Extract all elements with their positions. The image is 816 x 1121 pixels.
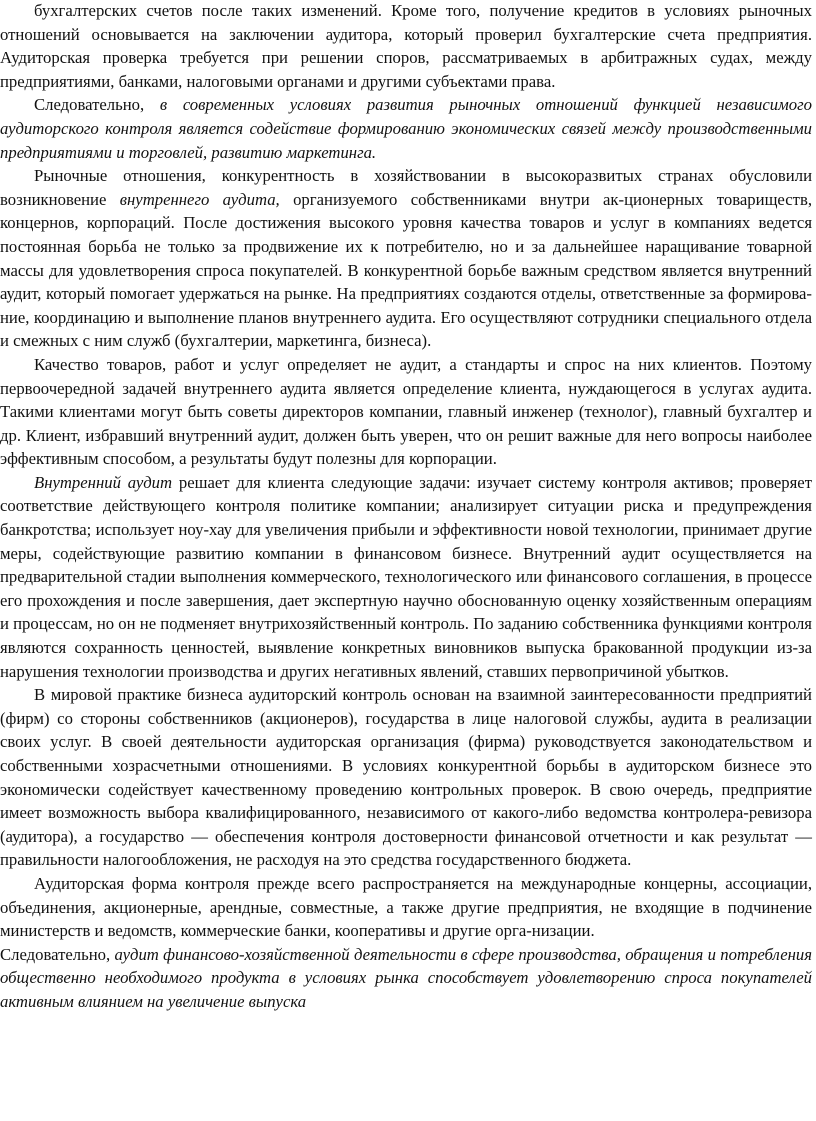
paragraph-7-text: Аудиторская форма контроля прежде всего распространяется на международные концерны, ассоциации, объединения, акционерные, арендные, совместные, а также другие предприятия, не входящие в подчинение министерств и ведомств, коммерческие банки, кооперативы и другие орга-низации. [0,873,812,941]
paragraph-8-lead: Следовательно, [0,944,115,964]
paragraph-2-italic: в современных условиях развития рыночных отношений функцией независимого аудиторского контроля является содействие формированию экономических связей между производственными предприятиями и торговлей, развитию маркетинга. [0,95,812,162]
paragraph-3-term: внутреннего аудита, [119,189,280,209]
paragraph-7 [0,872,812,943]
paragraph-1 [0,0,812,93]
paragraph-3 [0,164,812,353]
paragraph-5-term: Внутренний аудит [34,472,173,492]
paragraph-8-italic: аудит финансово-хозяйственной деятельности в сфере производства, обращения и потребления общественно необходимого продукта в условиях рынка способствует удовлетворению спроса покупателей активным влиянием на увеличение выпуска [0,944,812,1011]
paragraph-4-text: Качество товаров, работ и услуг определяет не аудит, а стандарты и спрос на них клиентов. Поэтому первоочередной задачей внутреннего аудита является определение клиента, нуждающегося в услугах аудита. Такими клиентами могут быть советы директоров компании, главный инженер (технолог), главный бухгалтер и др. Клиент, избравший внутренний аудит, должен быть уверен, что он решит важные для него вопросы наиболее эффективным способом, а результаты будут полезны для корпорации. [0,354,812,469]
paragraph-1-text: бухгалтерских счетов после таких изменений. Кроме того, получение кредитов в условиях рыночных отношений основывается на заключении аудитора, который проверил бухгалтерские счета предприятия. Аудиторская проверка требуется при решении споров, рассматриваемых в арбитражных судах, между предприятиями, банками, налоговыми органами и другими субъектами права. [0,1,812,91]
paragraph-4 [0,353,812,471]
paragraph-8 [0,943,812,1014]
paragraph-5-rest: решает для клиента следующие задачи: изучает систему контроля активов; проверяет соответствие действующего контроля политике компании; анализирует ситуации риска и предупреждения банкротства; использует ноу-хау для увеличения прибыли и эффективности новой технологии, принимает другие меры, содействующие развитию компании в финансовом бизнесе. Внутренний аудит осуществляется на предварительной стадии выполнения коммерческого, технологического или финансового соглашения, в процессе его прохождения и после завершения, дает экспертную научно обоснованную оценку хозяйственным операциям и процессам, но он не подменяет внутрихозяйственный контроль. По заданию собственника функциями контроля являются сохранность ценностей, выявление конкретных виновников выпуска бракованной продукции из-за нарушения технологии производства и других негативных явлений, ставших первопричиной убытков. [0,472,812,681]
paragraph-6 [0,683,812,872]
paragraph-5 [0,471,812,683]
paragraph-6-text: В мировой практике бизнеса аудиторский контроль основан на взаимной заинтересованности предприятий (фирм) со стороны собственников (акционеров), государства в лице налоговой службы, аудита в реализации своих услуг. В своей деятельности аудиторская организация (фирма) руководствуется законодательством и собственными хозрасчетными отношениями. В условиях конкурентной борьбы в аудиторском бизнесе это экономически содействует качественному проведению контрольных проверок. В свою очередь, предприятие имеет возможность выбора квалифицированного, независимого от какого-либо ведомства контролера-ревизора (аудитора), а государство — обеспечения контроля достоверности финансовой отчетности и как результат — правильности налогообложения, не расходуя на это средства государственного бюджета. [0,685,812,870]
paragraph-3-rest: организуемого собственниками внутри ак-ционерных товариществ, концернов, корпораций. После достижения высокого уровня качества товаров и услуг в компаниях ведется постоянная борьба не только за продвижение их к потребителю, но и за дальнейшее наращивание товарной массы для удовлетворения спроса покупателей. В конкурентной борьбе важным средством является внутренний аудит, который помогает удержаться на рынке. На предприятиях создаются отделы, ответственные за формирова-ние, координацию и выполнение планов внутреннего аудита. Его осуществляют сотрудники специального отдела и смежных с ним служб (бухгалтерии, маркетинга, бизнеса). [0,189,812,351]
paragraph-2 [0,93,812,164]
paragraph-2-lead: Следовательно, [34,95,160,115]
paragraph-3-lead: Рыночные отношения, конкурентность в хозяйствовании в высокоразвитых странах обусловили возникновение [0,166,812,209]
